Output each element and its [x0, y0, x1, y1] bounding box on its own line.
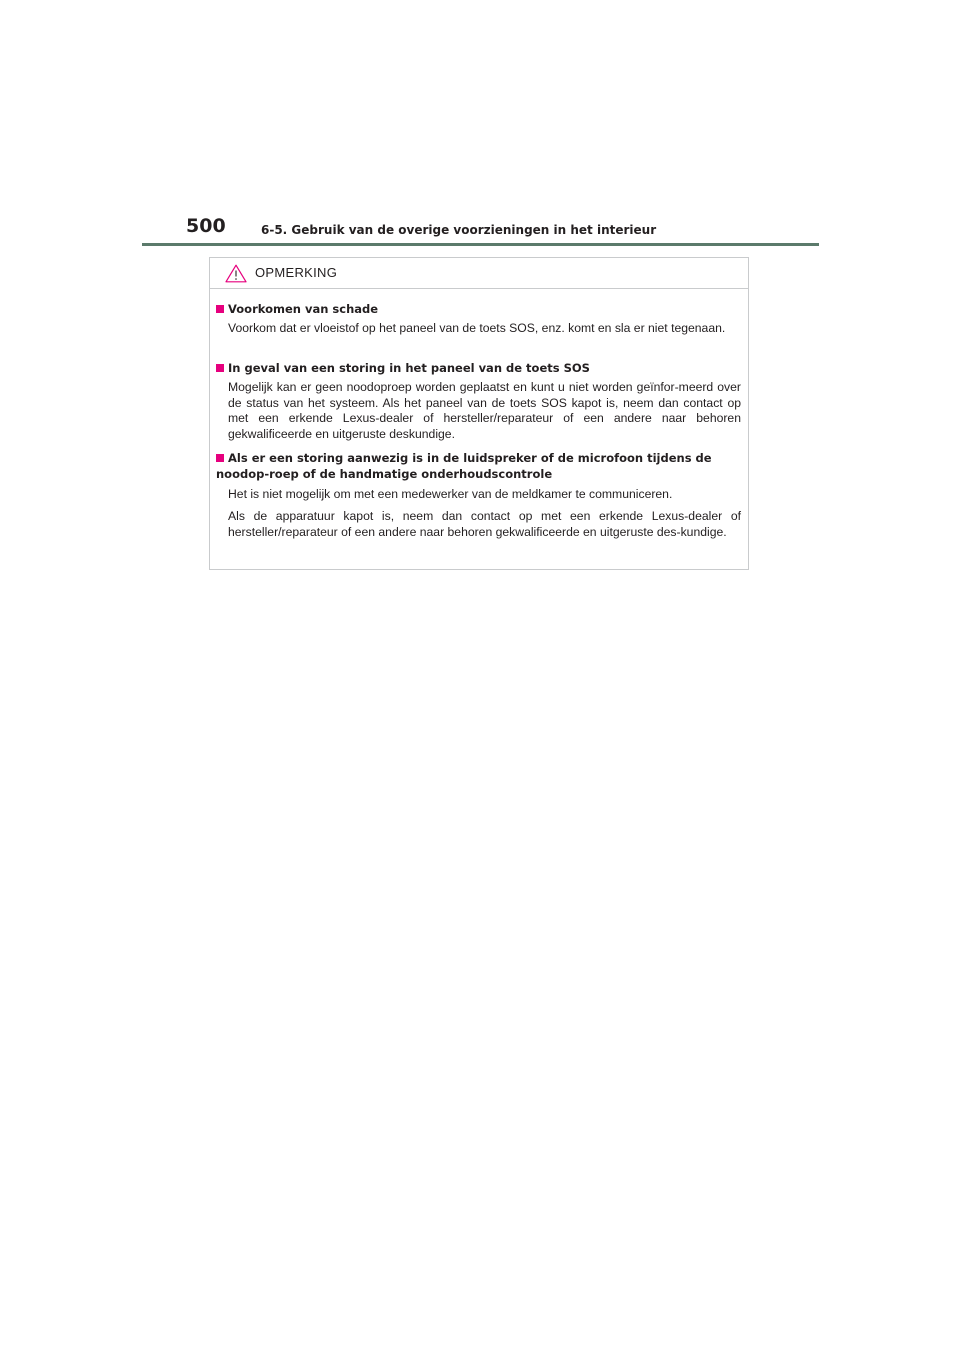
- item-paragraph: Voorkom dat er vloeistof op het paneel van de toets SOS, enz. komt en sla er niet tegenaan.: [228, 321, 726, 335]
- item-heading-text: Voorkomen van schade: [228, 302, 379, 316]
- bullet-square-icon: [216, 364, 224, 372]
- item-heading: [216, 301, 744, 317]
- notice-box: [209, 257, 749, 570]
- item-paragraph: Als de apparatuur kapot is, neem dan contact op met een erkende Lexus-dealer of hersteller/reparateur of een andere naar behoren gekwalificeerde en uitgeruste des-kundige.: [228, 509, 741, 539]
- warning-triangle-icon: [225, 264, 247, 283]
- header-rule: [142, 243, 819, 246]
- page-number: 500: [186, 215, 226, 237]
- item-heading-text: Als er een storing aanwezig is in de luidspreker of de microfoon tijdens de noodop-roep of de handmatige onderhoudscontrole: [216, 451, 712, 481]
- bullet-square-icon: [216, 305, 224, 313]
- item-paragraph: Het is niet mogelijk om met een medewerker van de meldkamer te communiceren.: [228, 487, 673, 501]
- bullet-square-icon: [216, 454, 224, 462]
- item-paragraph: Mogelijk kan er geen noodoproep worden geplaatst en kunt u niet worden geïnfor-meerd over de status van het systeem. Als het paneel van de toets SOS kapot is, neem dan contact op met een erkende Lexus-dealer of hersteller/reparateur of een andere naar behoren gekwalificeerde en uitgeruste deskundige.: [228, 380, 741, 441]
- notice-header: [210, 258, 748, 289]
- page-header: [186, 214, 826, 246]
- notice-title: OPMERKING: [255, 265, 338, 280]
- item-heading-text: In geval van een storing in het paneel van de toets SOS: [228, 361, 590, 375]
- item-heading: [216, 360, 744, 376]
- item-heading: [216, 450, 744, 482]
- section-title: 6-5. Gebruik van de overige voorzieningen in het interieur: [261, 223, 657, 237]
